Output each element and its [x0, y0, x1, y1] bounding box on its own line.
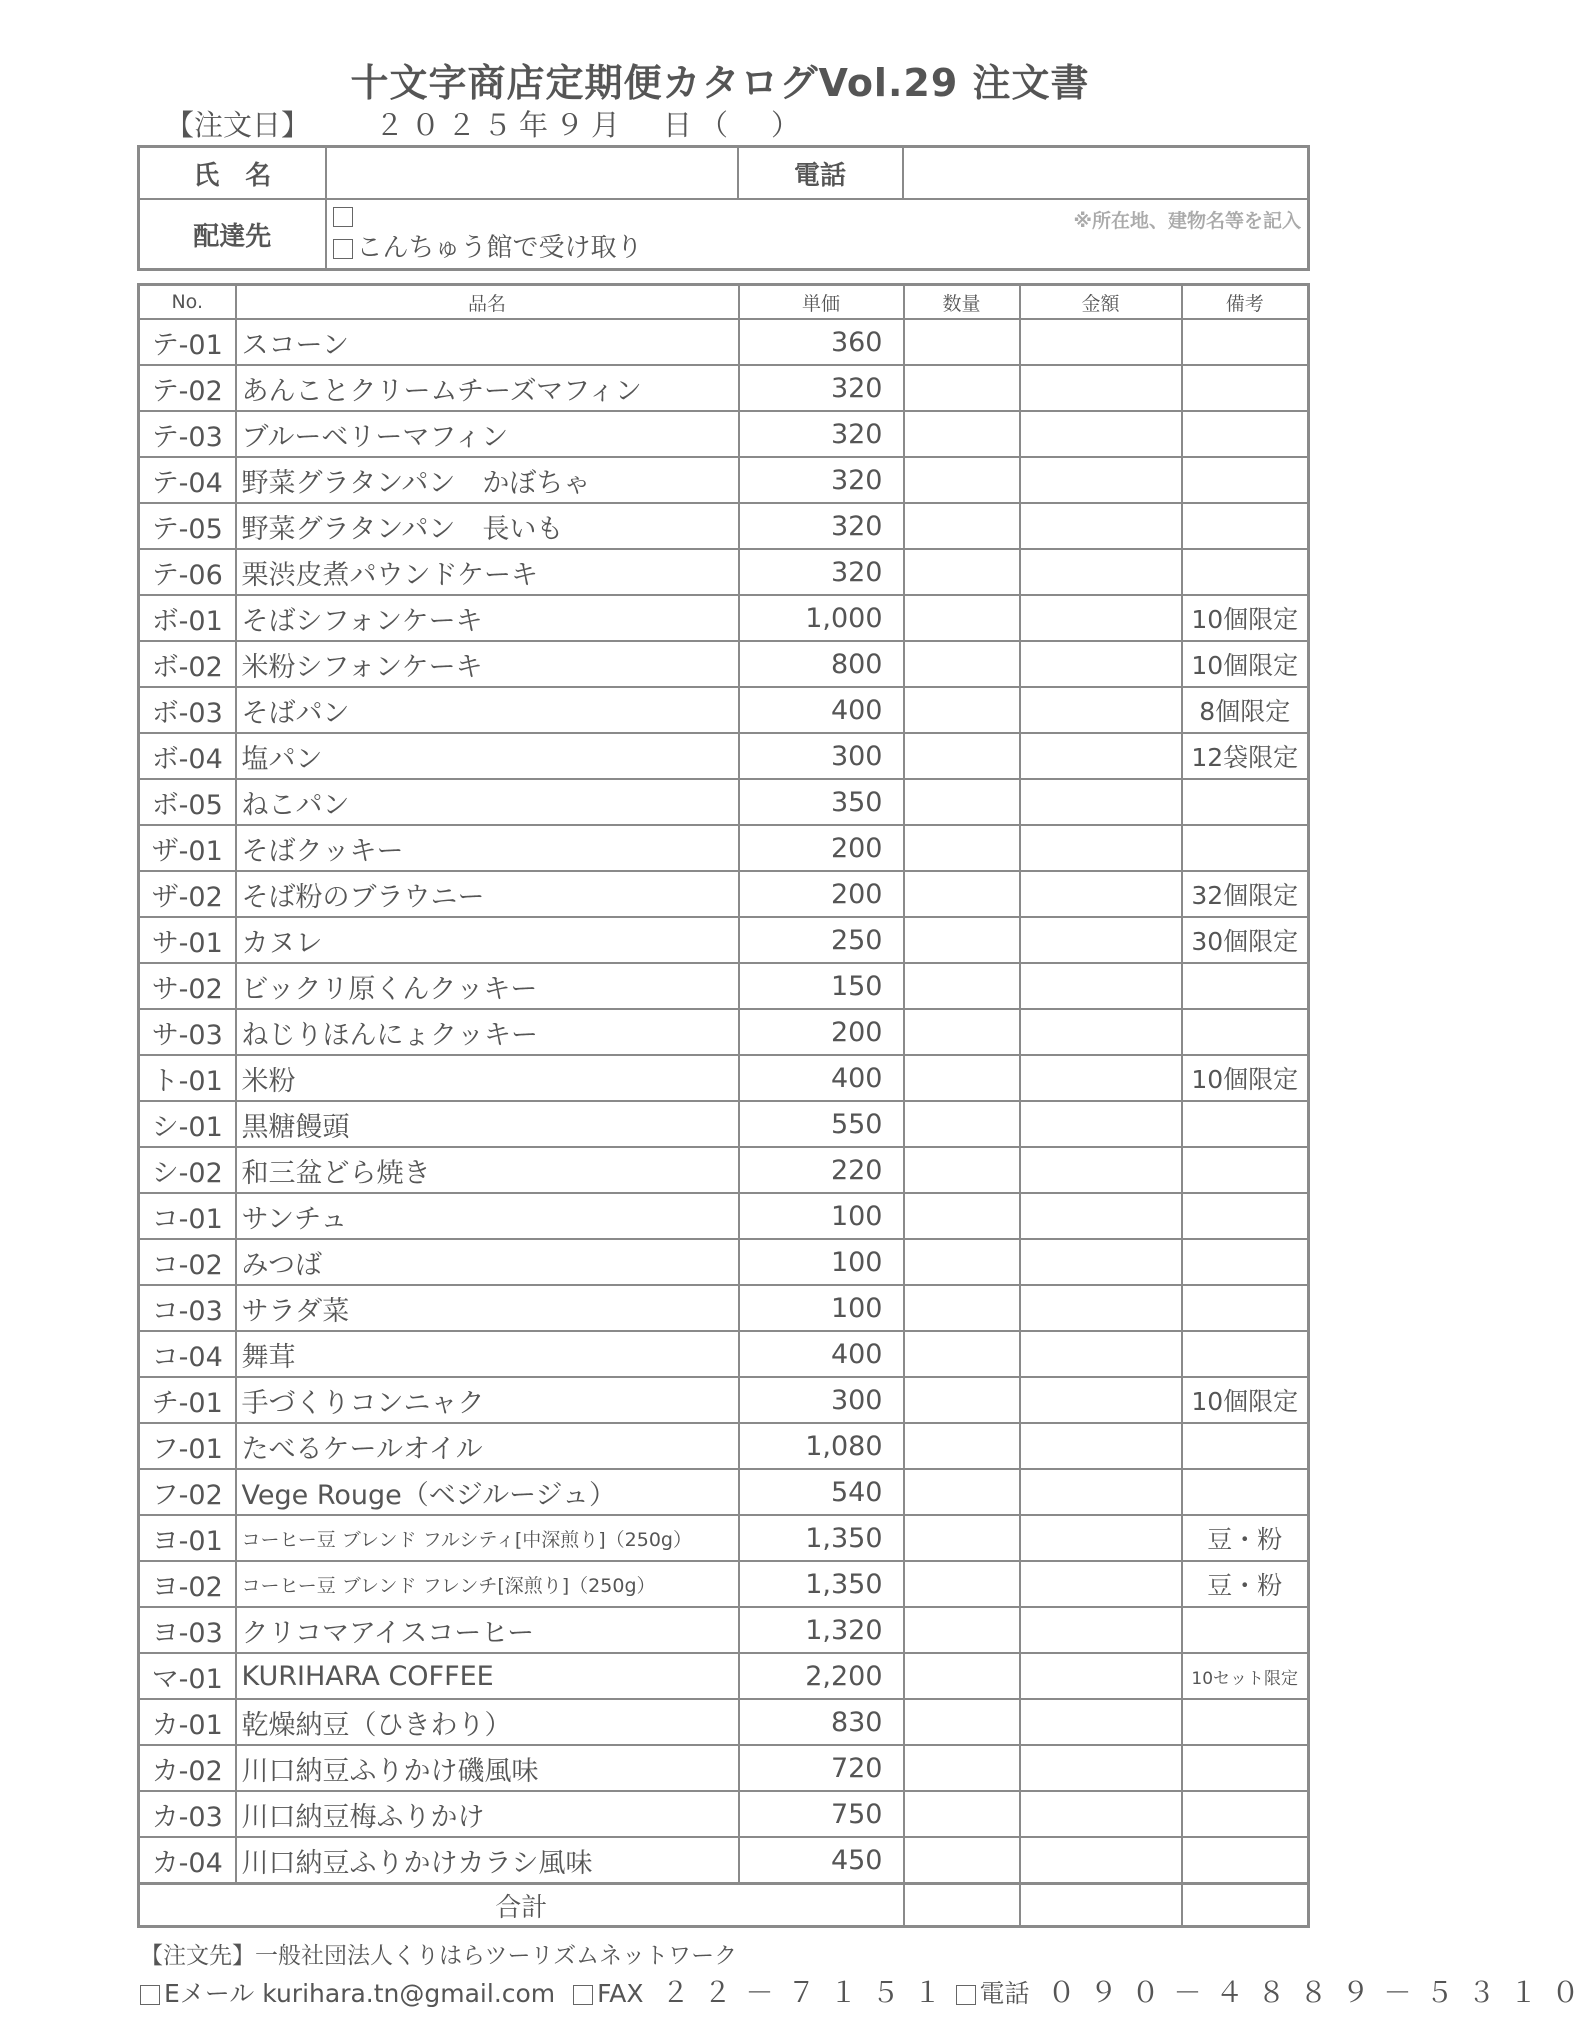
total-row: [139, 1884, 1309, 1927]
item-no: テ-02: [139, 365, 236, 411]
item-qty-field[interactable]: [904, 319, 1020, 365]
item-no: テ-06: [139, 549, 236, 595]
item-price: 100: [739, 1193, 904, 1239]
item-note: 8個限定: [1182, 687, 1309, 733]
item-amount-field[interactable]: [1020, 1377, 1182, 1423]
item-name: クリコマアイスコーヒー: [236, 1607, 739, 1653]
contact-line: [140, 1971, 1594, 2011]
item-name: コーヒー豆 ブレンド フルシティ[中深煎り]（250g）: [236, 1515, 739, 1561]
total-note-field: [1182, 1884, 1309, 1927]
item-price: 300: [739, 1377, 904, 1423]
item-amount-field[interactable]: [1020, 1561, 1182, 1607]
item-no: テ-03: [139, 411, 236, 457]
item-no: ボ-04: [139, 733, 236, 779]
item-note: [1182, 1285, 1309, 1331]
checkbox-icon[interactable]: [333, 207, 353, 227]
total-label: 合計: [139, 1884, 904, 1927]
table-row: [139, 319, 1309, 365]
table-row: [139, 1331, 1309, 1377]
item-amount-field[interactable]: [1020, 1239, 1182, 1285]
item-no: テ-01: [139, 319, 236, 365]
item-name: サラダ菜: [236, 1285, 739, 1331]
table-row: [139, 1423, 1309, 1469]
item-no: サ-02: [139, 963, 236, 1009]
item-name: スコーン: [236, 319, 739, 365]
item-price: 250: [739, 917, 904, 963]
item-qty-field[interactable]: [904, 1331, 1020, 1377]
item-name: 川口納豆梅ふりかけ: [236, 1791, 739, 1837]
item-price: 1,350: [739, 1561, 904, 1607]
item-amount-field[interactable]: [1020, 963, 1182, 1009]
page-title: 十文字商店定期便カタログVol.29 注文書: [350, 61, 1090, 105]
item-amount-field[interactable]: [1020, 411, 1182, 457]
item-qty-field[interactable]: [904, 549, 1020, 595]
item-price: 200: [739, 1009, 904, 1055]
item-qty-field[interactable]: [904, 457, 1020, 503]
email-label: Eメール: [164, 1979, 255, 2008]
order-date-label: 【注文日】: [165, 108, 311, 142]
item-name: ビックリ原くんクッキー: [236, 963, 739, 1009]
item-price: 300: [739, 733, 904, 779]
item-no: カ-03: [139, 1791, 236, 1837]
item-name: そば粉のブラウニー: [236, 871, 739, 917]
table-row: [139, 1285, 1309, 1331]
item-price: 830: [739, 1699, 904, 1745]
item-amount-field[interactable]: [1020, 595, 1182, 641]
item-price: 320: [739, 411, 904, 457]
item-no: マ-01: [139, 1653, 236, 1699]
item-amount-field[interactable]: [1020, 1009, 1182, 1055]
item-name: 野菜グラタンパン かぼちゃ: [236, 457, 739, 503]
item-no: カ-02: [139, 1745, 236, 1791]
item-no: ザ-01: [139, 825, 236, 871]
item-note: [1182, 1331, 1309, 1377]
item-price: 350: [739, 779, 904, 825]
item-name: 米粉: [236, 1055, 739, 1101]
table-row: [139, 687, 1309, 733]
item-no: コ-02: [139, 1239, 236, 1285]
item-name: 塩パン: [236, 733, 739, 779]
item-qty-field[interactable]: [904, 733, 1020, 779]
item-name: 乾燥納豆（ひきわり）: [236, 1699, 739, 1745]
item-no: ボ-02: [139, 641, 236, 687]
col-header-note: 備考: [1182, 285, 1309, 320]
table-row: [139, 825, 1309, 871]
item-name: コーヒー豆 ブレンド フレンチ[深煎り]（250g）: [236, 1561, 739, 1607]
item-amount-field[interactable]: [1020, 503, 1182, 549]
item-name: そばクッキー: [236, 825, 739, 871]
item-note: [1182, 549, 1309, 595]
total-amount-field[interactable]: [1020, 1884, 1182, 1927]
item-name: 栗渋皮煮パウンドケーキ: [236, 549, 739, 595]
item-price: 400: [739, 1331, 904, 1377]
item-note: 30個限定: [1182, 917, 1309, 963]
item-price: 750: [739, 1791, 904, 1837]
item-qty-field[interactable]: [904, 1515, 1020, 1561]
item-no: ボ-03: [139, 687, 236, 733]
item-name: そばシフォンケーキ: [236, 595, 739, 641]
item-qty-field[interactable]: [904, 1699, 1020, 1745]
item-name: KURIHARA COFFEE: [236, 1653, 739, 1699]
table-row: [139, 457, 1309, 503]
fax-label: FAX: [597, 1979, 644, 2008]
item-price: 360: [739, 319, 904, 365]
item-name: 川口納豆ふりかけカラシ風味: [236, 1837, 739, 1884]
item-qty-field[interactable]: [904, 1837, 1020, 1884]
item-note: [1182, 1745, 1309, 1791]
item-price: 450: [739, 1837, 904, 1884]
item-amount-field[interactable]: [1020, 1653, 1182, 1699]
item-qty-field[interactable]: [904, 365, 1020, 411]
table-row: [139, 641, 1309, 687]
email-link[interactable]: kurihara.tn@gmail.com: [262, 1979, 556, 2008]
item-qty-field[interactable]: [904, 1423, 1020, 1469]
table-row: [139, 1515, 1309, 1561]
item-amount-field[interactable]: [1020, 319, 1182, 365]
item-no: フ-01: [139, 1423, 236, 1469]
table-row: [139, 1469, 1309, 1515]
item-amount-field[interactable]: [1020, 1055, 1182, 1101]
item-note: [1182, 1239, 1309, 1285]
item-no: カ-04: [139, 1837, 236, 1884]
item-name: ねこパン: [236, 779, 739, 825]
item-qty-field[interactable]: [904, 1469, 1020, 1515]
pickup-option-label: こんちゅう館で受け取り: [356, 233, 643, 263]
item-name: 米粉シフォンケーキ: [236, 641, 739, 687]
item-qty-field[interactable]: [904, 1607, 1020, 1653]
item-amount-field[interactable]: [1020, 733, 1182, 779]
table-row: [139, 1009, 1309, 1055]
item-price: 720: [739, 1745, 904, 1791]
item-name: ブルーベリーマフィン: [236, 411, 739, 457]
delivery-note: ※所在地、建物名等を記入: [1073, 210, 1301, 232]
table-row: [139, 733, 1309, 779]
item-price: 400: [739, 1055, 904, 1101]
table-row: [139, 1055, 1309, 1101]
item-note: [1182, 1101, 1309, 1147]
item-note: [1182, 411, 1309, 457]
total-qty-field[interactable]: [904, 1884, 1020, 1927]
item-no: コ-03: [139, 1285, 236, 1331]
item-amount-field[interactable]: [1020, 825, 1182, 871]
item-qty-field[interactable]: [904, 1239, 1020, 1285]
item-price: 200: [739, 871, 904, 917]
phone-label-footer: 電話: [979, 1979, 1030, 2008]
item-note: [1182, 1699, 1309, 1745]
item-note: [1182, 825, 1309, 871]
delivery-field[interactable]: [326, 199, 1309, 270]
item-no: チ-01: [139, 1377, 236, 1423]
item-price: 320: [739, 457, 904, 503]
table-row: [139, 1193, 1309, 1239]
item-no: ト-01: [139, 1055, 236, 1101]
item-note: [1182, 1469, 1309, 1515]
item-note: 12袋限定: [1182, 733, 1309, 779]
table-row: [139, 595, 1309, 641]
item-qty-field[interactable]: [904, 1745, 1020, 1791]
table-row: [139, 1147, 1309, 1193]
item-note: 豆・粉: [1182, 1515, 1309, 1561]
col-header-amount: 金額: [1020, 285, 1182, 320]
item-price: 200: [739, 825, 904, 871]
item-no: カ-01: [139, 1699, 236, 1745]
item-name: あんことクリームチーズマフィン: [236, 365, 739, 411]
pickup-option[interactable]: [327, 232, 1308, 264]
item-amount-field[interactable]: [1020, 1423, 1182, 1469]
item-amount-field[interactable]: [1020, 1607, 1182, 1653]
item-note: [1182, 1791, 1309, 1837]
item-note: [1182, 503, 1309, 549]
item-qty-field[interactable]: [904, 687, 1020, 733]
item-amount-field[interactable]: [1020, 1147, 1182, 1193]
table-row: [139, 503, 1309, 549]
item-note: [1182, 1009, 1309, 1055]
table-row: [139, 1699, 1309, 1745]
item-note: [1182, 1193, 1309, 1239]
table-row: [139, 1377, 1309, 1423]
table-row: [139, 1837, 1309, 1884]
table-row: [139, 1239, 1309, 1285]
item-note: [1182, 319, 1309, 365]
item-amount-field[interactable]: [1020, 1101, 1182, 1147]
table-row: [139, 549, 1309, 595]
item-amount-field[interactable]: [1020, 457, 1182, 503]
item-name: そばパン: [236, 687, 739, 733]
item-price: 100: [739, 1239, 904, 1285]
table-row: [139, 1607, 1309, 1653]
item-no: テ-05: [139, 503, 236, 549]
item-amount-field[interactable]: [1020, 1745, 1182, 1791]
item-price: 540: [739, 1469, 904, 1515]
col-header-name: 品名: [236, 285, 739, 320]
order-date-value[interactable]: ２０２５年９月 日（ ）: [375, 108, 808, 142]
item-note: 10個限定: [1182, 1377, 1309, 1423]
item-price: 1,080: [739, 1423, 904, 1469]
table-row: [139, 1101, 1309, 1147]
item-qty-field[interactable]: [904, 1101, 1020, 1147]
item-note: 10個限定: [1182, 1055, 1309, 1101]
item-price: 1,000: [739, 595, 904, 641]
item-no: フ-02: [139, 1469, 236, 1515]
item-amount-field[interactable]: [1020, 779, 1182, 825]
table-row: [139, 1745, 1309, 1791]
table-row: [139, 411, 1309, 457]
item-name: 黒糖饅頭: [236, 1101, 739, 1147]
phone-label: 電話: [738, 147, 903, 200]
item-amount-field[interactable]: [1020, 1515, 1182, 1561]
item-qty-field[interactable]: [904, 1653, 1020, 1699]
item-name: 手づくりコンニャク: [236, 1377, 739, 1423]
item-note: [1182, 1607, 1309, 1653]
item-amount-field[interactable]: [1020, 1193, 1182, 1239]
item-amount-field[interactable]: [1020, 917, 1182, 963]
item-price: 800: [739, 641, 904, 687]
item-price: 2,200: [739, 1653, 904, 1699]
item-price: 400: [739, 687, 904, 733]
item-note: 豆・粉: [1182, 1561, 1309, 1607]
item-no: シ-01: [139, 1101, 236, 1147]
item-note: 32個限定: [1182, 871, 1309, 917]
item-no: ヨ-02: [139, 1561, 236, 1607]
item-name: サンチュ: [236, 1193, 739, 1239]
item-no: シ-02: [139, 1147, 236, 1193]
table-row: [139, 1653, 1309, 1699]
item-price: 150: [739, 963, 904, 1009]
item-name: 川口納豆ふりかけ磯風味: [236, 1745, 739, 1791]
table-row: [139, 917, 1309, 963]
item-qty-field[interactable]: [904, 1009, 1020, 1055]
checkbox-icon[interactable]: [956, 1985, 976, 2005]
item-note: 10セット限定: [1182, 1653, 1309, 1699]
customer-info-table: [137, 145, 1310, 271]
item-qty-field[interactable]: [904, 1147, 1020, 1193]
item-name: たべるケールオイル: [236, 1423, 739, 1469]
table-row: [139, 871, 1309, 917]
fax-number: ２２－７１５１: [661, 1976, 956, 2009]
phone-number: ０９０－４８８９－５３１０: [1047, 1976, 1594, 2009]
item-note: [1182, 365, 1309, 411]
item-name: みつば: [236, 1239, 739, 1285]
item-price: 320: [739, 549, 904, 595]
item-name: 野菜グラタンパン 長いも: [236, 503, 739, 549]
order-to: 【注文先】一般社団法人くりはらツーリズムネットワーク: [140, 1943, 738, 1969]
item-no: サ-03: [139, 1009, 236, 1055]
item-amount-field[interactable]: [1020, 871, 1182, 917]
item-qty-field[interactable]: [904, 595, 1020, 641]
item-qty-field[interactable]: [904, 411, 1020, 457]
item-no: ヨ-01: [139, 1515, 236, 1561]
item-amount-field[interactable]: [1020, 687, 1182, 733]
item-no: ボ-05: [139, 779, 236, 825]
col-header-qty: 数量: [904, 285, 1020, 320]
item-note: 10個限定: [1182, 641, 1309, 687]
item-amount-field[interactable]: [1020, 1285, 1182, 1331]
item-qty-field[interactable]: [904, 1377, 1020, 1423]
item-no: サ-01: [139, 917, 236, 963]
item-amount-field[interactable]: [1020, 1699, 1182, 1745]
item-name: カヌレ: [236, 917, 739, 963]
item-note: [1182, 779, 1309, 825]
item-qty-field[interactable]: [904, 641, 1020, 687]
name-field[interactable]: [326, 147, 738, 200]
phone-field[interactable]: [903, 147, 1309, 200]
col-header-price: 単価: [739, 285, 904, 320]
table-row: [139, 963, 1309, 1009]
item-note: [1182, 963, 1309, 1009]
item-note: [1182, 1423, 1309, 1469]
table-row: [139, 779, 1309, 825]
item-amount-field[interactable]: [1020, 365, 1182, 411]
checkbox-icon[interactable]: [573, 1985, 593, 2005]
item-no: コ-04: [139, 1331, 236, 1377]
item-qty-field[interactable]: [904, 917, 1020, 963]
item-qty-field[interactable]: [904, 1193, 1020, 1239]
item-amount-field[interactable]: [1020, 641, 1182, 687]
order-items-table: [137, 283, 1310, 1928]
name-label: 氏 名: [139, 147, 326, 200]
item-no: ヨ-03: [139, 1607, 236, 1653]
checkbox-icon[interactable]: [140, 1985, 160, 2005]
item-amount-field[interactable]: [1020, 549, 1182, 595]
item-note: [1182, 457, 1309, 503]
item-qty-field[interactable]: [904, 963, 1020, 1009]
item-price: 550: [739, 1101, 904, 1147]
item-note: [1182, 1147, 1309, 1193]
delivery-label: 配達先: [139, 199, 326, 270]
item-note: 10個限定: [1182, 595, 1309, 641]
item-no: ボ-01: [139, 595, 236, 641]
item-qty-field[interactable]: [904, 1285, 1020, 1331]
col-header-no: No.: [139, 285, 236, 320]
table-row: [139, 365, 1309, 411]
item-note: [1182, 1837, 1309, 1884]
item-qty-field[interactable]: [904, 825, 1020, 871]
item-price: 220: [739, 1147, 904, 1193]
item-qty-field[interactable]: [904, 1791, 1020, 1837]
table-row: [139, 1561, 1309, 1607]
item-no: コ-01: [139, 1193, 236, 1239]
item-qty-field[interactable]: [904, 1055, 1020, 1101]
item-no: テ-04: [139, 457, 236, 503]
item-name: 和三盆どら焼き: [236, 1147, 739, 1193]
item-amount-field[interactable]: [1020, 1469, 1182, 1515]
item-qty-field[interactable]: [904, 503, 1020, 549]
checkbox-icon[interactable]: [333, 239, 353, 259]
item-qty-field[interactable]: [904, 1561, 1020, 1607]
table-row: [139, 1791, 1309, 1837]
item-price: 320: [739, 503, 904, 549]
item-qty-field[interactable]: [904, 779, 1020, 825]
item-amount-field[interactable]: [1020, 1791, 1182, 1837]
item-name: 舞茸: [236, 1331, 739, 1377]
item-name: Vege Rouge（ベジルージュ）: [236, 1469, 739, 1515]
order-date-row: [165, 103, 807, 144]
item-qty-field[interactable]: [904, 871, 1020, 917]
item-amount-field[interactable]: [1020, 1331, 1182, 1377]
item-price: 1,320: [739, 1607, 904, 1653]
item-price: 100: [739, 1285, 904, 1331]
item-price: 1,350: [739, 1515, 904, 1561]
item-price: 320: [739, 365, 904, 411]
item-amount-field[interactable]: [1020, 1837, 1182, 1884]
item-no: ザ-02: [139, 871, 236, 917]
item-name: ねじりほんにょクッキー: [236, 1009, 739, 1055]
